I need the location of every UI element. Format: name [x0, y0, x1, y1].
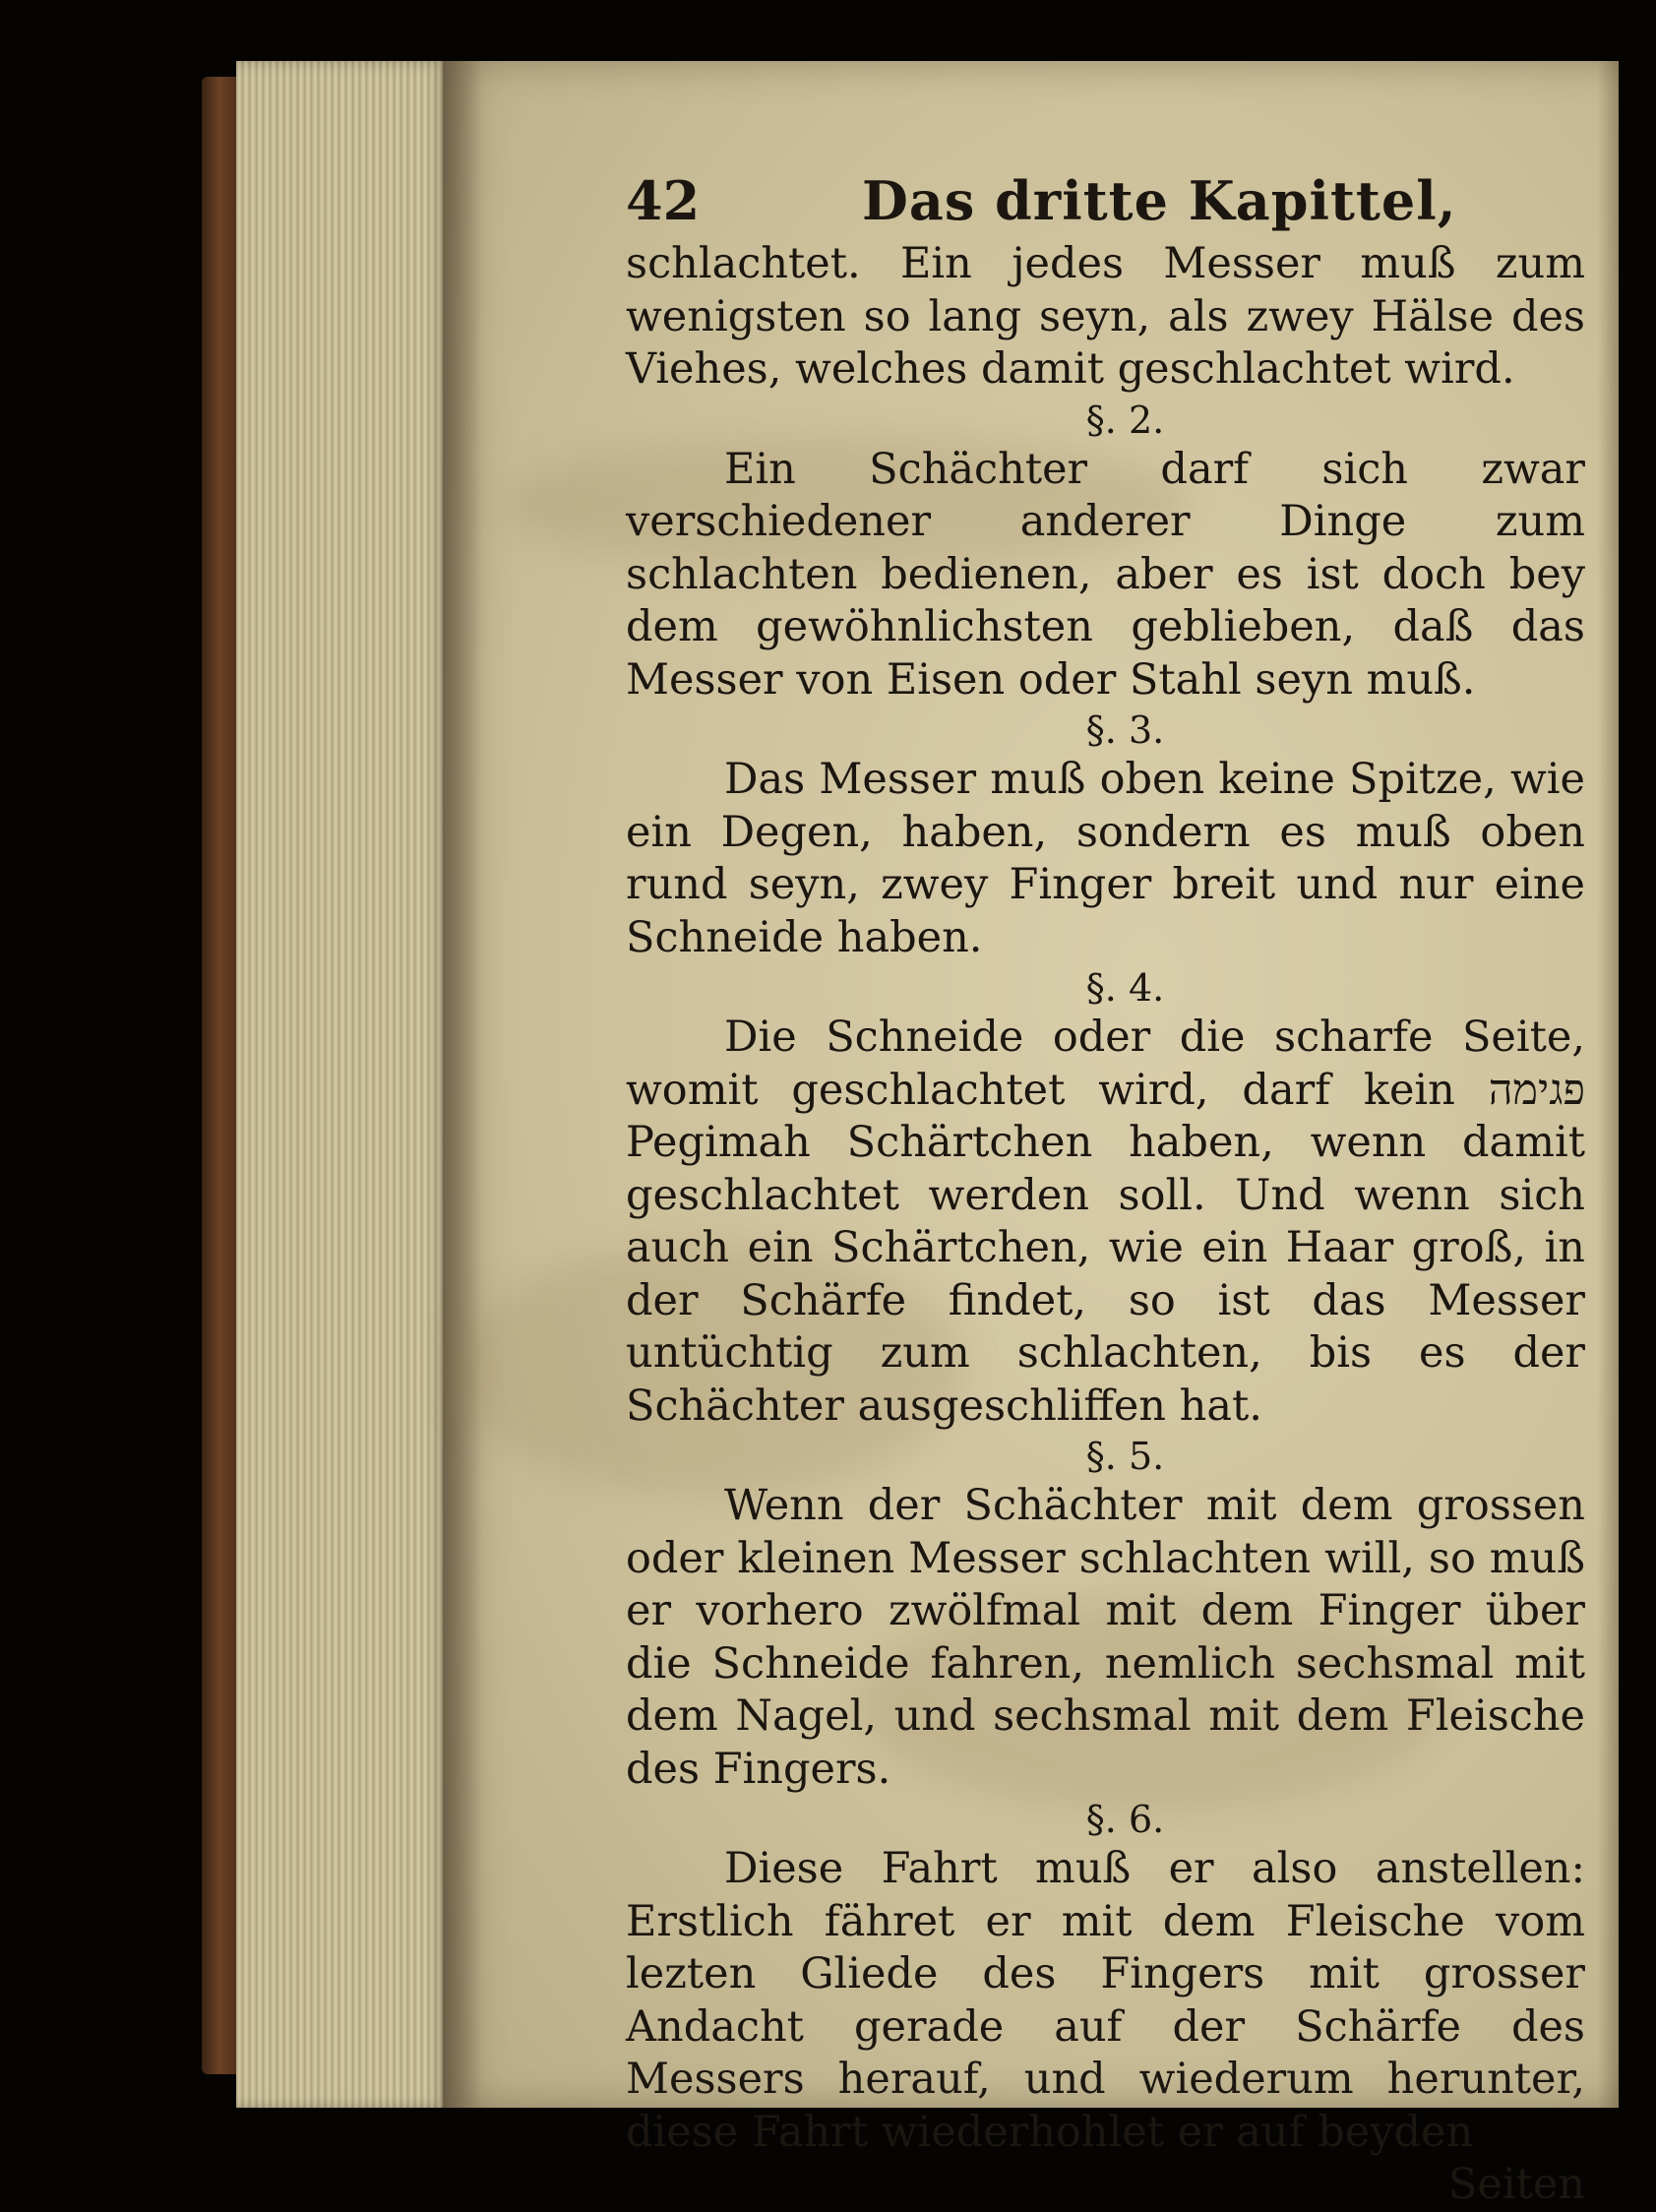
text-block [626, 159, 1585, 2212]
paragraph: Die Schneide oder die scharfe Seite, womit geschlachtet wird, darf kein פגימה Pegimah Schärtchen haben, wenn damit geschlachtet werden soll. Und wenn sich auch ein Schärtchen, wie ein Haar groß, in der Schärfe findet, so ist das Messer untüchtig zum schlachten, bis es der Schächter ausgeschliffen hat. [626, 1013, 1585, 1431]
paragraph: Diese Fahrt muß er also anstellen: Erstlich fähret er mit dem Fleische vom lezten Gliede des Fingers mit grosser Andacht gerade auf der Schärfe des Messers herauf, und wiederum herunter, diese Fahrt wiederhohlet er auf beyden [626, 1844, 1585, 2157]
section-heading: §. 2. [1085, 398, 1165, 442]
paragraph: Das Messer muß oben keine Spitze, wie ein Degen, haben, sondern es muß oben rund seyn, zwey Finger breit und nur eine Schneide haben. [626, 755, 1585, 962]
chapter-title: Das dritte Kapittel, [862, 169, 1457, 232]
page-edges [236, 61, 448, 2108]
page-right-edge [1597, 61, 1619, 2108]
section-heading: §. 6. [1085, 1798, 1165, 1841]
spine-shadow [443, 61, 482, 2108]
section-heading: §. 4. [1085, 966, 1165, 1010]
page-number: 42 [626, 169, 701, 232]
catchword: Seiten [1447, 2160, 1585, 2209]
running-head [626, 159, 1585, 238]
paragraph: Wenn der Schächter mit dem grossen oder kleinen Messer schlachten will, so muß er vorhero zwölfmal mit dem Finger über die Schneide fahren, nemlich sechsmal mit dem Nagel, und sechsmal mit dem Fleische des Fingers. [626, 1481, 1585, 1794]
paragraph: schlachtet. Ein jedes Messer muß zum wenigsten so lang seyn, als zwey Hälse des Viehes, welches damit geschlachtet wird. [626, 239, 1585, 394]
paragraph: Ein Schächter darf sich zwar verschiedener anderer Dinge zum schlachten bedienen, aber es ist doch bey dem gewöhnlichsten geblieben, daß das Messer von Eisen oder Stahl seyn muß. [626, 444, 1585, 705]
book-page [443, 61, 1619, 2209]
book-cover-edge [202, 77, 241, 2074]
section-heading: §. 5. [1085, 1435, 1165, 1478]
section-heading: §. 3. [1085, 708, 1165, 752]
